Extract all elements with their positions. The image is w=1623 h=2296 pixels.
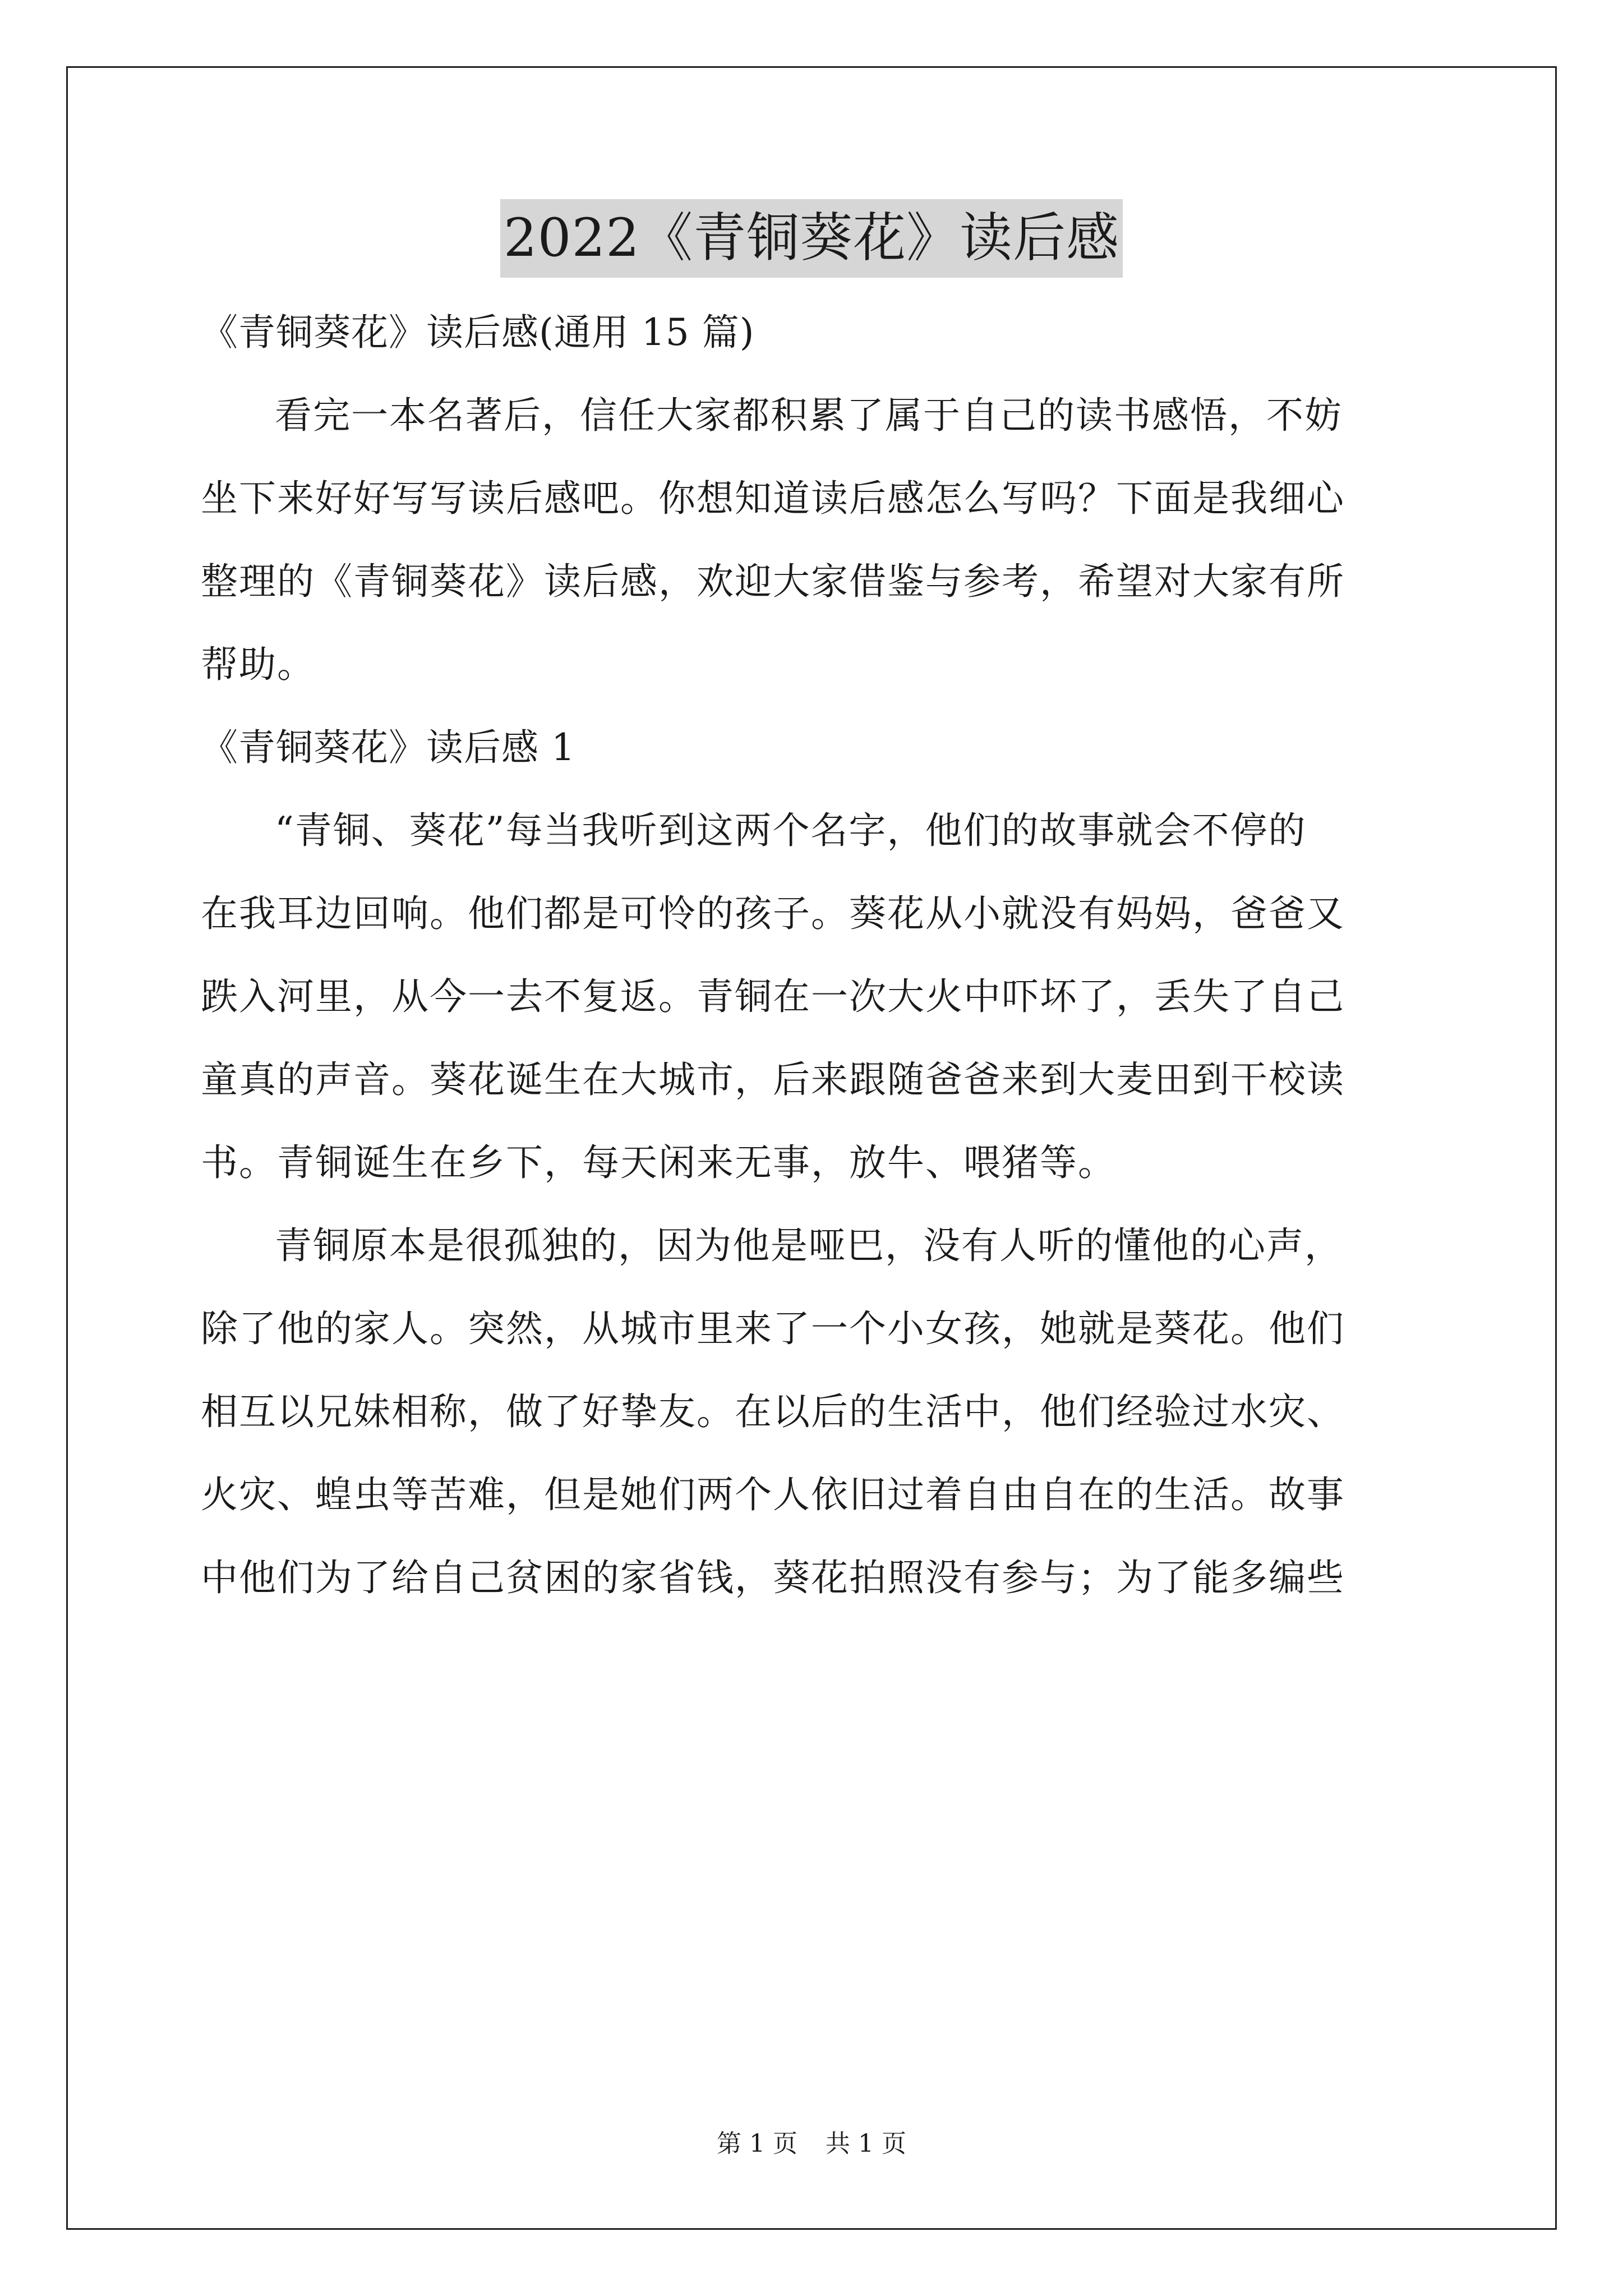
paragraph-line: 除了他的家人。突然，从城市里来了一个小女孩，她就是葵花。他们 bbox=[201, 1307, 1345, 1350]
paragraph-line: 中他们为了给自己贫困的家省钱，葵花拍照没有参与；为了能多编些 bbox=[201, 1556, 1345, 1599]
paragraph-line: 跌入河里，从今一去不复返。青铜在一次大火中吓坏了，丢失了自己 bbox=[201, 975, 1345, 1018]
intro-line: 坐下来好好写写读后感吧。你想知道读后感怎么写吗？下面是我细心 bbox=[201, 477, 1345, 520]
page-total: 共 1 页 bbox=[826, 2129, 906, 2158]
paragraph-line: 童真的声音。葵花诞生在大城市，后来跟随爸爸来到大麦田到干校读 bbox=[201, 1058, 1345, 1101]
page-footer bbox=[0, 2127, 1623, 2161]
title-container bbox=[0, 199, 1623, 278]
intro-line: 看完一本名著后，信任大家都积累了属于自己的读书感悟，不妨 bbox=[275, 394, 1343, 437]
document-subtitle: 《青铜葵花》读后感(通用 15 篇) bbox=[201, 311, 755, 354]
paragraph-line: 书。青铜诞生在乡下，每天闲来无事，放牛、喂猪等。 bbox=[201, 1141, 1116, 1184]
paragraph-line: “青铜、葵花”每当我听到这两个名字，他们的故事就会不停的 bbox=[275, 809, 1307, 852]
document-title: 2022《青铜葵花》读后感 bbox=[500, 199, 1123, 278]
document-body bbox=[201, 306, 1430, 1634]
intro-line: 整理的《青铜葵花》读后感，欢迎大家借鉴与参考，希望对大家有所 bbox=[201, 560, 1345, 603]
paragraph-line: 火灾、蝗虫等苦难，但是她们两个人依旧过着自由自在的生活。故事 bbox=[201, 1473, 1345, 1516]
paragraph-line: 在我耳边回响。他们都是可怜的孩子。葵花从小就没有妈妈，爸爸又 bbox=[201, 892, 1345, 935]
section-heading: 《青铜葵花》读后感 1 bbox=[201, 726, 575, 769]
paragraph-line: 相互以兄妹相称，做了好挚友。在以后的生活中，他们经验过水灾、 bbox=[201, 1390, 1345, 1433]
intro-line: 帮助。 bbox=[201, 643, 315, 686]
paragraph-line: 青铜原本是很孤独的，因为他是哑巴，没有人听的懂他的心声， bbox=[275, 1224, 1343, 1267]
page-number: 第 1 页 bbox=[717, 2129, 797, 2158]
